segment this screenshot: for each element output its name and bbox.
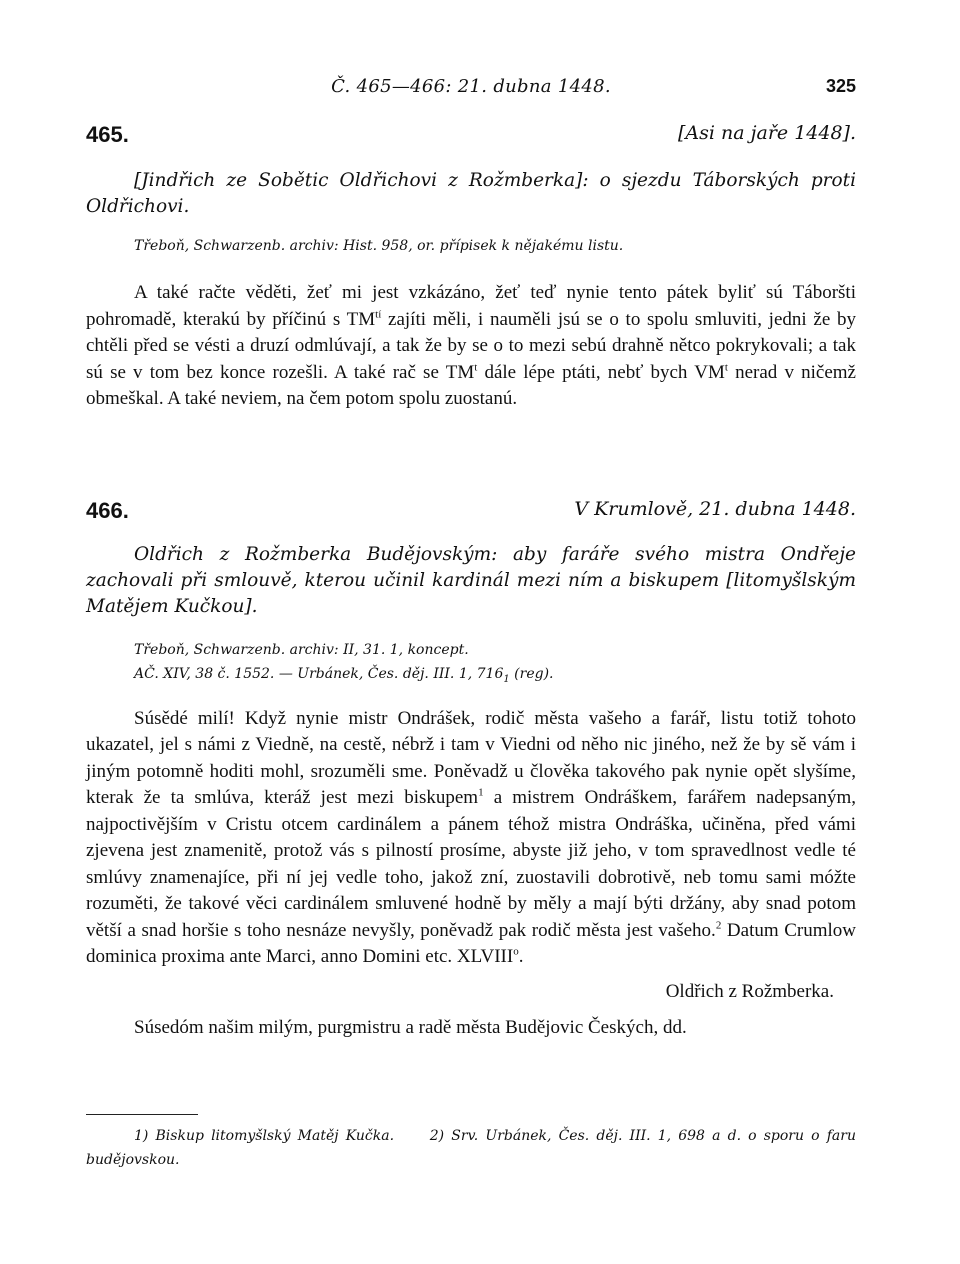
entry-466-header (86, 498, 856, 528)
entry-466-signature: Oldřich z Rožmberka. (665, 980, 834, 1002)
entry-465-text (86, 280, 856, 413)
footnote-1: 1) Biskup litomyšlský Matěj Kučka. (134, 1128, 395, 1144)
entry-465-sup: t (724, 361, 728, 374)
entry-466-text-part: Datum Crumlow dominica proxima ante Marci, anno Domini etc. XLVIII (86, 919, 857, 968)
entry-465-text-part: A také račte věděti, žeť mi jest vzkázáno, žeť teď nynie tento pátek byliť sú Táboršti pohromadě, kterakú by příčinú s TM (86, 282, 856, 330)
entry-465-sup: tí (375, 308, 382, 321)
footnotes (86, 1124, 856, 1172)
entry-465-regest: [Jindřich ze Sobětic Oldřichovi z Rožmberka]: o sjezdu Táborských proti Oldřichovi. (86, 170, 856, 217)
entry-466-text-part: a mistrem Ondráškem, farářem nadepsaným, najpoctivějším v Cristu otcem cardinálem a pánem téhož mistra Ondráška, učiněna, před vámi zjevena jest znamenitě, protož vás s pilností prosíme, abyste již jeho, v tom spravedlnost vedle té smlúvy znamenajíce, při ní jej vedle toho, jakož zní, zuostavili dobrotivě, neb tomu sami móžte rozuměti, že takové věci cardinálem smluvené hodně by měly a mají býti držány, aby snad potom větší a snad horšie s toho nesnáze nevyšly, poněvadž pak rodič města jest vašeho. (86, 787, 856, 941)
footnote-ref-2: 2 (715, 919, 722, 932)
entry-466-sup: o (513, 945, 519, 958)
entry-466-number: 466. (86, 498, 129, 523)
entry-466-text (86, 706, 856, 971)
entry-466-source-2 (86, 662, 856, 692)
entry-466-text-part: . (518, 946, 524, 968)
footnote-divider (86, 1114, 198, 1115)
entry-466-source-2-sub: 1 (503, 673, 510, 685)
entry-465-text-part: nerad v ničemž obmeškal. A také neviem, na čem potom spolu zuostanú. (86, 361, 856, 409)
entry-465-date: [Asi na jaře 1448]. (678, 122, 856, 144)
entry-465-header (86, 122, 856, 152)
entry-465 (86, 122, 856, 413)
entry-466-source-2-text: AČ. XIV, 38 č. 1552. — Urbánek, Čes. děj. III. 1, 716 (134, 666, 504, 682)
entry-466-regest: Oldřich z Rožmberka Budějovským: aby faráře svého mistra Ondřeje zachovali při smlouvě, kterou učinil kardinál mezi ním a biskupem [litomyšlským Matějem Kučkou]. (86, 544, 856, 617)
entry-465-text-part: dále lépe ptáti, nebť bych VM (477, 361, 725, 383)
entry-465-text-part: zajíti měli, i nauměli jsú se o to spolu smluviti, jedni že by chtěli před se vésti a druzí odmlúvají, a tak že by se o to mezi sebú drahně nětco pokrykovali; a tak sú se v tom bez konce rozešli. A také rač se TM (86, 308, 856, 383)
entry-465-number: 465. (86, 122, 129, 147)
entry-465-source: Třeboň, Schwarzenb. archiv: Hist. 958, or. přípisek k nějakému listu. (134, 238, 624, 254)
entry-465-sup: t (474, 361, 478, 374)
page-number: 325 (825, 76, 856, 96)
entry-466-source-1: Třeboň, Schwarzenb. archiv: II, 31. 1, koncept. (134, 642, 469, 658)
footnote-2: 2) Srv. Urbánek, Čes. děj. III. 1, 698 a d. o sporu o faru budějovskou. (86, 1128, 856, 1168)
entry-466-date: V Krumlově, 21. dubna 1448. (574, 498, 856, 520)
entry-466 (86, 498, 856, 1039)
footnote-ref-1: 1 (478, 786, 484, 799)
entry-466-source-2-end: (reg). (509, 666, 554, 682)
entry-466-address: Súsedóm našim milým, purgmistru a radě města Budějovic Českých, dd. (134, 1016, 687, 1038)
running-head (86, 76, 856, 100)
running-head-title: Č. 465—466: 21. dubna 1448. (331, 76, 611, 97)
entry-466-text-part: Súsědé milí! Když nynie mistr Ondrášek, rodič města vašeho a farář, listu totiž tohoto ukazatel, jel s námi z Viedně, na cestě, nébrž i tam v Viedni od něho nic jiného, než že by sě vám i jiným potomně hoditi mohl, srozuměli sme. Poněvadž u člověka takového pak nynie opět slyšíme, kterak že ta smlúva, kteráž jest mezi biskupem (86, 707, 856, 809)
